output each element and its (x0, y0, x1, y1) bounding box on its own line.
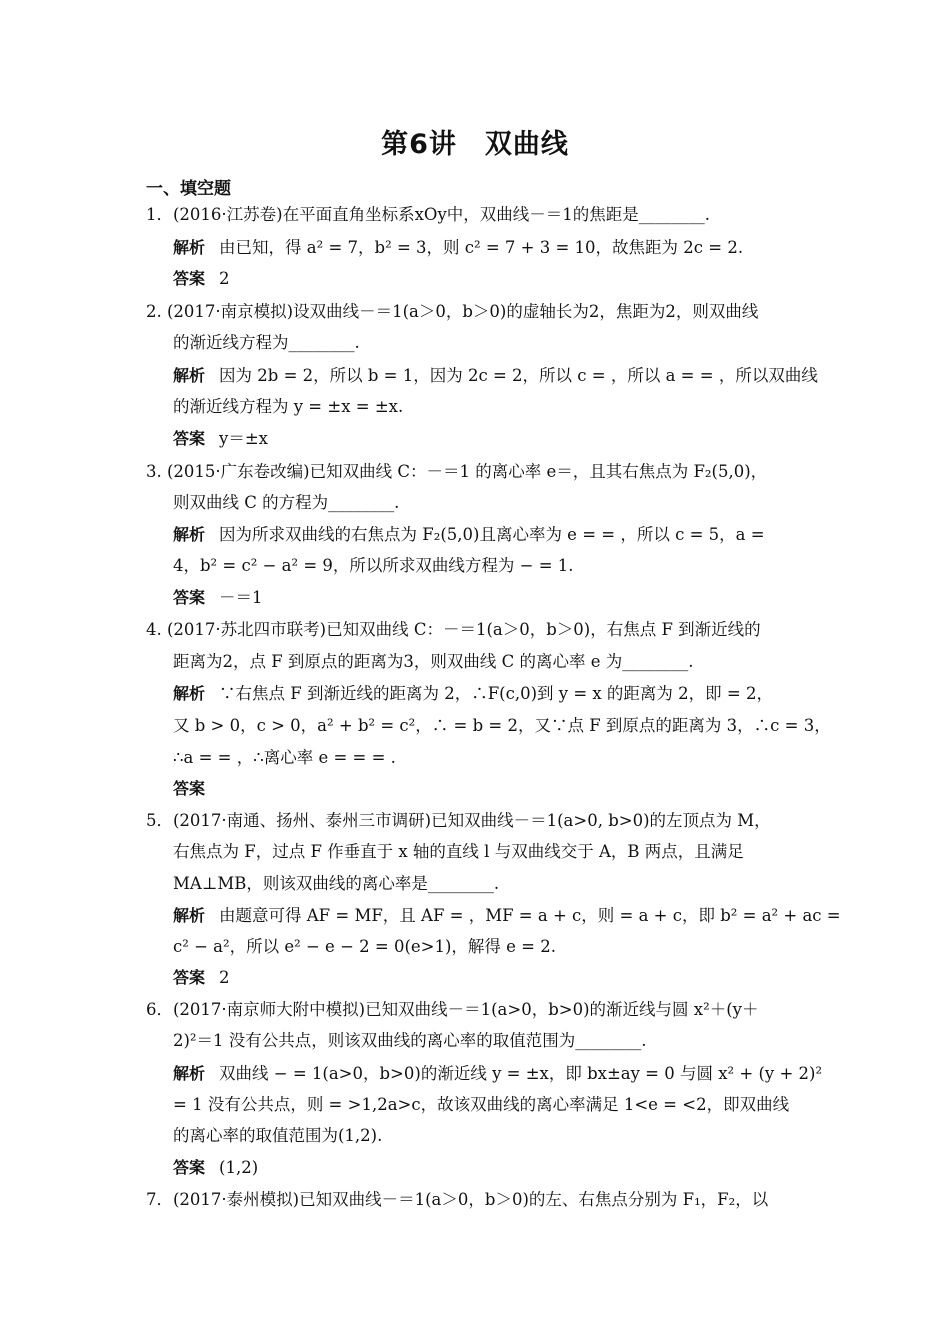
problem-4-text: 4. (2017·苏北四市联考)已知双曲线 C：－＝1(a＞0，b＞0)，右焦点 F 到渐近线的 (146, 620, 761, 639)
problem-1-answer: 答案 2 (173, 269, 230, 288)
problem-3-answer: 答案 －＝1 (173, 588, 263, 607)
problem-6-text-cont: 2)²＝1 没有公共点，则该双曲线的离心率的取值范围为________. (173, 1031, 647, 1050)
problem-3-text-cont: 则双曲线 C 的方程为________. (173, 493, 400, 512)
problem-4-text-cont: 距离为2，点 F 到原点的距离为3，则双曲线 C 的离心率 e 为________. (173, 652, 694, 671)
problem-4-analysis-cont: 又 b > 0，c > 0，a² + b² = c²，∴ = b = 2，又∵点 F 到原点的距离为 3，∴c = 3， (173, 716, 831, 735)
problem-3-analysis-cont: 4，b² = c² − a² = 9，所以所求双曲线方程为 − = 1. (173, 556, 574, 575)
problem-3-analysis: 解析 因为所求双曲线的右焦点为 F₂(5,0)且离心率为 e = = ，所以 c = 5，a = (173, 525, 765, 544)
problem-6-text: 6．(2017·南京师大附中模拟)已知双曲线－＝1(a>0，b>0)的渐近线与圆 x²＋(y＋ (146, 1000, 759, 1019)
problem-6-analysis-cont: 的离心率的取值范围为(1,2). (173, 1126, 383, 1145)
problem-6-answer: 答案 (1,2) (173, 1158, 259, 1177)
problem-5-analysis-cont: c² − a²，所以 e² − e − 2 = 0(e>1)，解得 e = 2. (173, 937, 556, 956)
page-title: 第6讲 双曲线 (381, 129, 569, 160)
problem-2-answer: 答案 y＝±x (173, 429, 268, 448)
answer-label: 答案 (173, 968, 206, 987)
problem-5-text-cont: 右焦点为 F，过点 F 作垂直于 x 轴的直线 l 与双曲线交于 A，B 两点，且满足 (173, 842, 744, 861)
problem-2-text-cont: 的渐近线方程为________. (173, 333, 360, 352)
problem-6-analysis-cont: = 1 没有公共点，则 = >1,2a>c，故该双曲线的离心率满足 1<e = <2，即双曲线 (173, 1095, 790, 1114)
analysis-label: 解析 (173, 1064, 206, 1083)
problem-5-analysis: 解析 由题意可得 AF = MF，且 AF = ，MF = a + c，则 = a + c，即 b² = a² + ac = (173, 906, 841, 925)
section-heading: 一、填空题 (146, 179, 231, 199)
problem-5-text-cont: MA⊥MB，则该双曲线的离心率是________. (173, 874, 500, 893)
answer-label: 答案 (173, 779, 206, 798)
problem-2-analysis: 解析 因为 2b = 2，所以 b = 1，因为 2c = 2，所以 c = ，所以 a = = ，所以双曲线 (173, 366, 818, 385)
problem-4-analysis: 解析 ∵右焦点 F 到渐近线的距离为 2，∴F(c,0)到 y = x 的距离为 2，即 = 2， (173, 684, 773, 703)
problem-1-analysis: 解析 由已知，得 a² = 7，b² = 3，则 c² = 7 + 3 = 10，故焦距为 2c = 2. (173, 238, 744, 257)
answer-label: 答案 (173, 588, 206, 607)
analysis-label: 解析 (173, 906, 206, 925)
answer-label: 答案 (173, 1158, 206, 1177)
analysis-label: 解析 (173, 525, 206, 544)
problem-1-text: 1．(2016·江苏卷)在平面直角坐标系xOy中，双曲线－＝1的焦距是________. (146, 205, 711, 224)
problem-4-analysis-cont: ∴a = = ，∴离心率 e = = = . (173, 748, 396, 767)
analysis-label: 解析 (173, 238, 206, 257)
problem-6-analysis: 解析 双曲线 − = 1(a>0，b>0)的渐近线 y = ±x，即 bx±ay = 0 与圆 x² + (y + 2)² (173, 1064, 823, 1083)
problem-5-text: 5．(2017·南通、扬州、泰州三市调研)已知双曲线－＝1(a>0, b>0)的左顶点为 M， (146, 811, 771, 830)
answer-label: 答案 (173, 429, 206, 448)
problem-2-text: 2. (2017·南京模拟)设双曲线－＝1(a＞0，b＞0)的虚轴长为2，焦距为2，则双曲线 (146, 302, 759, 321)
problem-4-answer (173, 779, 219, 799)
analysis-label: 解析 (173, 366, 206, 385)
problem-5-answer: 答案 2 (173, 968, 230, 987)
problem-7-text: 7．(2017·泰州模拟)已知双曲线－＝1(a＞0，b＞0)的左、右焦点分别为 F₁，F₂，以 (146, 1190, 769, 1209)
answer-label: 答案 (173, 269, 206, 288)
analysis-label: 解析 (173, 684, 206, 703)
problem-2-analysis-cont: 的渐近线方程为 y = ±x = ±x. (173, 397, 404, 416)
problem-3-text: 3. (2015·广东卷改编)已知双曲线 C：－＝1 的离心率 e＝，且其右焦点为 F₂(5,0)， (146, 462, 768, 481)
